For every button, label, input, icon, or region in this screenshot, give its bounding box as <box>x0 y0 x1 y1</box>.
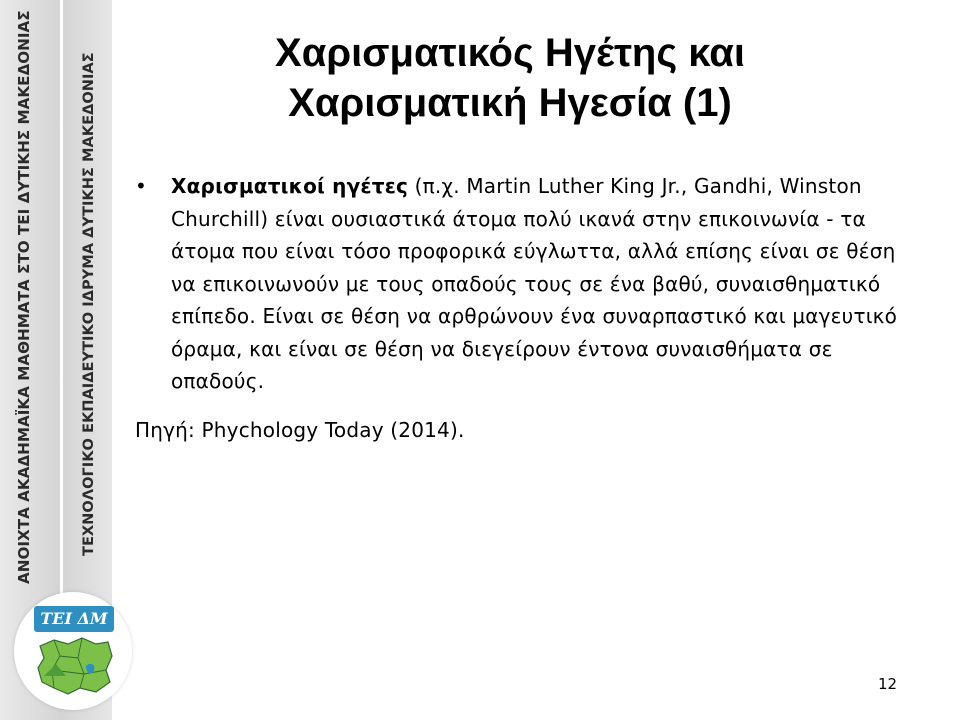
sidebar-text-institution: ΤΕΧΝΟΛΟΓΙΚΟ ΕΚΠΑΙΔΕΥΤΙΚΟ ΙΔΡΥΜΑ ΔΥΤΙΚΗΣ ΜΑΚΕΔΟΝΙΑΣ <box>80 52 97 556</box>
bullet-text: (π.χ. Martin Luther King Jr., Gandhi, Winston Churchill) είναι ουσιαστικά άτομα πολύ ικανά στην επικοινωνία - τα άτομα που είναι τόσο προφορικά εύγλωττα, αλλά επίσης είναι σε θέση να επικοινωνούν με τους οπαδούς τους σε ένα βαθύ, συναισθηματικό επίπεδο. Είναι σε θέση να αρθρώνουν ένα συναρπαστικό και μαγευτικό όραμα, και είναι σε θέση να διεγείρουν έντονα συναισθήματα σε οπαδούς. <box>171 174 898 393</box>
bullet-item <box>135 170 923 398</box>
title-line-2: Χαρισματική Ηγεσία (1) <box>288 81 732 125</box>
slide-content <box>135 170 935 446</box>
map-icon <box>34 636 114 696</box>
page-number: 12 <box>878 675 898 693</box>
slide-title <box>150 28 870 128</box>
institution-logo <box>14 592 132 710</box>
sidebar-text-open-courses: ΑΝΟΙΧΤΑ ΑΚΑΔΗΜΑΪΚΑ ΜΑΘΗΜΑΤΑ ΣΤΟ ΤΕΙ ΔΥΤΙΚΗΣ ΜΑΚΕΔΟΝΙΑΣ <box>15 10 33 584</box>
bullet-icon: • <box>135 174 147 198</box>
source-citation: Πηγή: Phychology Today (2014). <box>135 417 465 442</box>
logo-text: ΤΕΙ ΔΜ <box>34 606 114 632</box>
logo-emblem <box>34 606 114 696</box>
sidebar-divider <box>60 0 63 600</box>
title-line-1: Χαρισματικός Ηγέτης και <box>275 31 745 75</box>
bullet-bold-text: Χαρισματικοί ηγέτες <box>171 174 409 198</box>
